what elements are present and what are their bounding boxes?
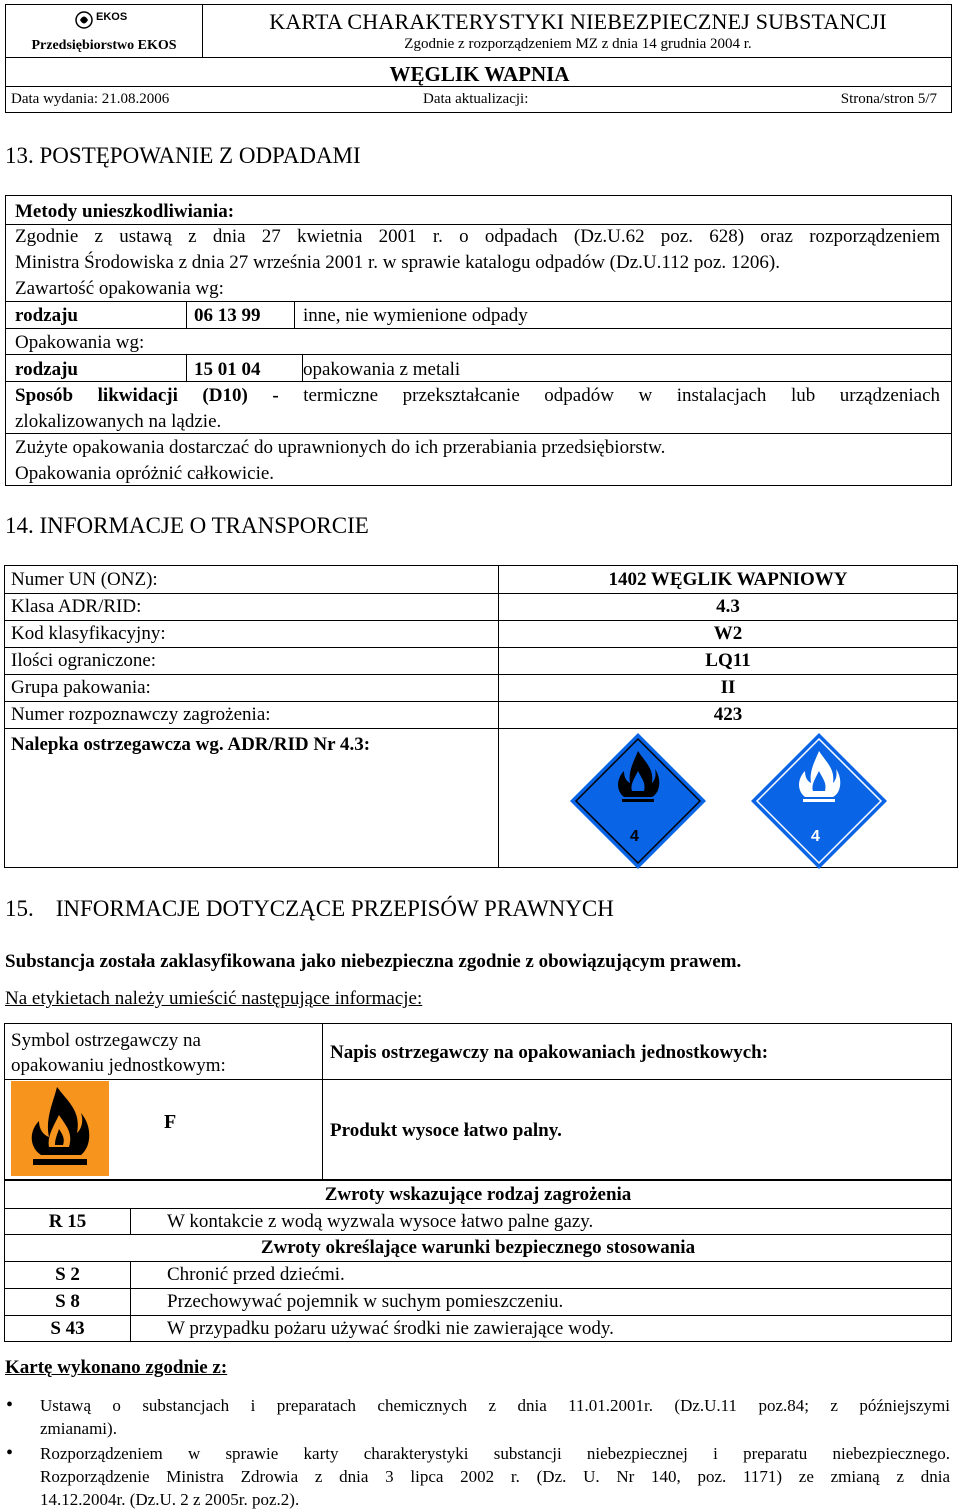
r-phrase-code: R 15 [48, 1211, 87, 1232]
waste-box [5, 195, 952, 486]
limited-quantities-label: Ilości ograniczone: [11, 650, 157, 671]
limited-quantities-value: LQ11 [705, 650, 751, 671]
s-phrase-code-2: S 8 [55, 1291, 80, 1312]
warning-label-row: Nalepka ostrzegawcza wg. ADR/RID Nr 4.3: [11, 734, 371, 755]
methods-line-2: Ministra Środowiska z dnia 27 września 2001 r. w sprawie katalogu odpadów (Dz.U.112 poz. 1206). [15, 252, 780, 273]
section-15-title: INFORMACJE DOTYCZĄCE PRZEPISÓW PRAWNYCH [55, 896, 614, 921]
disposal-method-label: Sposób likwidacji (D10) - [15, 385, 279, 406]
hazard-number-label: Numer rozpoznawczy zagrożenia: [11, 704, 271, 725]
transport-table [4, 565, 958, 868]
classification-code-value: W2 [713, 623, 743, 644]
adr-class-value: 4.3 [716, 596, 740, 617]
company-name: Przedsiębiorstwo EKOS [31, 38, 177, 53]
section-14-heading: 14. INFORMACJE O TRANSPORCIE [5, 513, 369, 538]
r-phrases-heading: Zwroty wskazujące rodzaj zagrożenia [324, 1184, 632, 1205]
issue-date: Data wydania: 21.08.2006 [11, 91, 170, 107]
title-cell [202, 4, 952, 58]
section-15-number: 15. [5, 896, 34, 921]
s-phrase-code-1: S 2 [55, 1264, 80, 1285]
contents-label: Zawartość opakowania wg: [15, 278, 224, 299]
disposal-line-1 [15, 385, 940, 407]
s-phrase-text-2: Przechowywać pojemnik w suchym pomieszczeniu. [167, 1291, 564, 1312]
document-subtitle: Zgodnie z rozporządzeniem MZ z dnia 14 grudnia 2004 r. [404, 36, 752, 52]
dangerous-when-wet-placard-white [749, 731, 889, 871]
section-13-heading: 13. POSTĘPOWANIE Z ODPADAMI [5, 143, 361, 168]
classification-code-label: Kod klasyfikacyjny: [11, 623, 166, 644]
update-date: Data aktualizacji: [423, 91, 529, 107]
symbol-header-line-2: opakowaniu jednostkowym: [11, 1055, 226, 1076]
r-phrase-text: W kontakcie z wodą wyzwala wysoce łatwo palne gazy. [167, 1211, 594, 1232]
disposal-method-text: termiczne przekształcanie odpadów w instalacjach lub urządzeniach [303, 385, 941, 406]
section-15-heading [5, 896, 614, 922]
placard-class-number-white: 4 [811, 828, 820, 845]
page-number: Strona/stron 5/7 [840, 91, 937, 107]
symbol-letter: F [164, 1111, 177, 1133]
used-packaging-note: Zużyte opakowania dostarczać do uprawnionych do ich przerabiania przedsiębiorstw. [15, 437, 666, 458]
s-phrases-heading: Zwroty określające warunki bezpiecznego stosowania [260, 1237, 696, 1258]
contents-code: 06 13 99 [194, 305, 261, 326]
phrases-table [4, 1180, 952, 1342]
empty-packaging-note: Opakowania opróżnić całkowicie. [15, 463, 275, 484]
methods-label: Metody unieszkodliwiania: [15, 201, 235, 222]
contents-kind: rodzaju [15, 305, 78, 326]
legal-basis-item [4, 1442, 950, 1511]
document-title: KARTA CHARAKTERYSTYKI NIEBEZPIECZNEJ SUBSTANCJI [269, 9, 887, 34]
basis-2-line-2: Rozporządzenie Ministra Zdrowia z dnia 3 lipca 2002 r. (Dz. U. Nr 140, poz. 1171) ze zmianą z dnia [40, 1467, 950, 1486]
dangerous-when-wet-placard [568, 731, 708, 871]
label-symbol-table [4, 1023, 952, 1180]
warning-text: Produkt wysoce łatwo palny. [330, 1120, 562, 1141]
hazard-number-value: 423 [713, 704, 743, 725]
warning-header: Napis ostrzegawczy na opakowaniach jednostkowych: [330, 1042, 769, 1063]
basis-1-line-2: zmianami). [40, 1419, 117, 1438]
ekos-logo [74, 9, 136, 31]
un-number-value: 1402 WĘGLIK WAPNIOWY [608, 569, 848, 590]
packaging-kind: rodzaju [15, 359, 78, 380]
basis-2-line-1: • Rozporządzeniem w sprawie karty charakterystyki substancji niebezpiecznej i preparatu niebezpiecznego. [40, 1444, 950, 1463]
legal-basis-item [4, 1394, 950, 1440]
s-phrase-text-1: Chronić przed dziećmi. [167, 1264, 345, 1285]
s-phrase-code-3: S 43 [50, 1318, 85, 1339]
packing-group-value: II [720, 677, 736, 698]
classification-statement: Substancja została zaklasyfikowana jako niebezpieczna zgodnie z obowiązującym prawem. [5, 951, 742, 972]
packaging-label: Opakowania wg: [15, 332, 145, 353]
label-info-heading: Na etykietach należy umieścić następujące informacje: [5, 988, 423, 1009]
packaging-desc: opakowania z metali [303, 359, 461, 380]
basis-2-line-3: 14.12.2004r. (Dz.U. 2 z 2005r. poz.2). [40, 1490, 300, 1509]
substance-cell [5, 57, 952, 87]
basis-1-line-1: • Ustawą o substancjach i preparatach chemicznych z dnia 11.01.2001r. (Dz.U.11 poz.84; z późniejszymi [40, 1396, 950, 1415]
dates-cell [5, 86, 952, 113]
company-cell [5, 4, 203, 58]
legal-basis-list [4, 1394, 950, 1511]
substance-name: WĘGLIK WAPNIA [389, 62, 570, 86]
s-phrase-text-3: W przypadku pożaru używać środki nie zawierające wody. [167, 1318, 614, 1339]
placard-class-number: 4 [630, 828, 639, 845]
basis-heading: Kartę wykonano zgodnie z: [5, 1357, 228, 1378]
contents-desc: inne, nie wymienione odpady [303, 305, 528, 326]
packaging-code: 15 01 04 [194, 359, 261, 380]
flammable-symbol [11, 1081, 109, 1176]
symbol-header-line-1: Symbol ostrzegawczy na [11, 1030, 201, 1051]
un-number-label: Numer UN (ONZ): [11, 569, 158, 590]
packing-group-label: Grupa pakowania: [11, 677, 151, 698]
disposal-line-2: zlokalizowanych na lądzie. [15, 411, 222, 432]
logo-text: EKOS [96, 11, 128, 23]
methods-line-1: Zgodnie z ustawą z dnia 27 kwietnia 2001 r. o odpadach (Dz.U.62 poz. 628) oraz rozporządzeniem [15, 226, 940, 247]
adr-class-label: Klasa ADR/RID: [11, 596, 142, 617]
